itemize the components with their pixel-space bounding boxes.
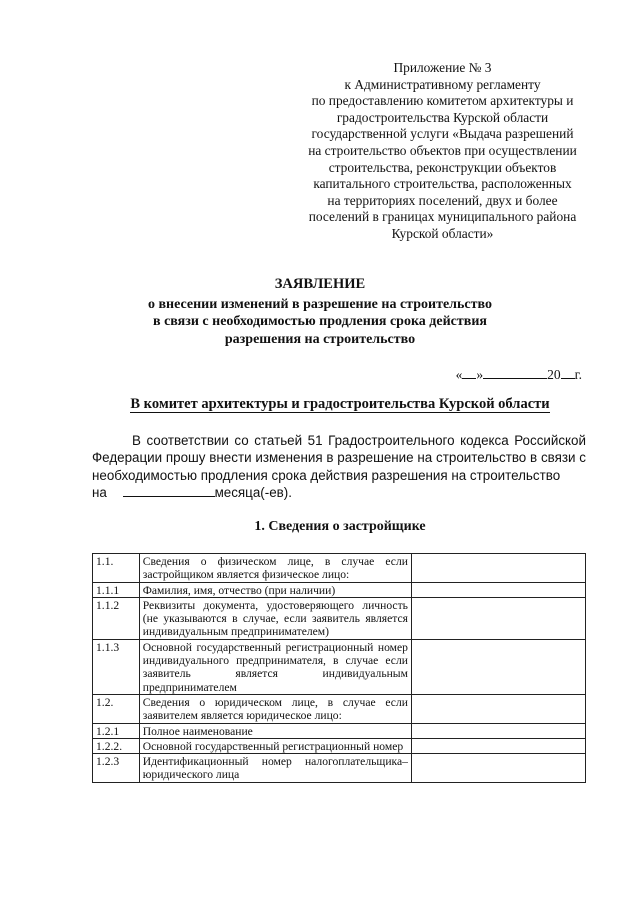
row-label: Сведения о юридическом лице, в случае если заявителем является юридическое лицо: — [139, 694, 411, 723]
appendix-header — [290, 60, 595, 243]
period-suffix: месяца(-ев). — [214, 484, 292, 500]
row-number: 1.2.3 — [93, 754, 140, 783]
addressee — [80, 396, 600, 413]
table-row — [93, 582, 586, 597]
row-label: Основной государственный регистрационный номер индивидуального предпринимателя, в случае если заявитель является индивидуальным предпринимателем — [139, 639, 411, 694]
appendix-line: по предоставлению комитетом архитектуры и — [311, 93, 574, 109]
year-prefix: 20 — [547, 367, 561, 382]
row-label: Полное наименование — [139, 723, 411, 738]
table-row — [93, 554, 586, 583]
addressee-text: В комитет архитектуры и градостроительства Курской области — [130, 396, 550, 412]
row-value-cell[interactable] — [411, 639, 585, 694]
row-number: 1.2. — [93, 694, 140, 723]
row-value-cell[interactable] — [411, 597, 585, 639]
date-open-quote: « — [455, 367, 463, 382]
year-blank[interactable] — [561, 366, 575, 379]
document-title — [70, 276, 570, 348]
section-title: 1. Сведения о застройщике — [254, 519, 426, 534]
title-main: ЗАЯВЛЕНИЕ — [274, 276, 366, 292]
month-blank[interactable] — [483, 366, 547, 379]
row-number: 1.2.2. — [93, 738, 140, 753]
period-prefix: на — [92, 484, 107, 500]
row-number: 1.1.1 — [93, 582, 140, 597]
body-paragraph: В соответствии со статьей 51 Градостроительного кодекса Российской Федерации прошу внести изменения в разрешение на строительство в связи с необходимостью продления срока действия разрешения на строительство — [92, 433, 586, 483]
row-number: 1.1.2 — [93, 597, 140, 639]
row-number: 1.2.1 — [93, 723, 140, 738]
table-row — [93, 723, 586, 738]
row-label: Основной государственный регистрационный номер — [139, 738, 411, 753]
row-label: Идентификационный номер налогоплательщика– юридического лица — [139, 754, 411, 783]
appendix-line: капитального строительства, расположенных — [313, 176, 572, 192]
row-label: Реквизиты документа, удостоверяющего личность (не указываются в случае, если заявитель является индивидуальным предпринимателем) — [139, 597, 411, 639]
table-row — [93, 738, 586, 753]
day-blank[interactable] — [462, 366, 476, 379]
appendix-line: к Административному регламенту — [344, 76, 541, 92]
table-row — [93, 639, 586, 694]
period-line — [92, 484, 586, 501]
appendix-line: на строительство объектов при осуществлении — [308, 142, 577, 158]
row-number: 1.1.3 — [93, 639, 140, 694]
appendix-line: поселений в границах муниципального района — [308, 209, 577, 225]
year-suffix: г. — [574, 367, 582, 382]
appendix-line: градостроительства Курской области — [336, 109, 549, 125]
row-value-cell[interactable] — [411, 754, 585, 783]
applicant-table — [92, 553, 586, 783]
date-close-quote: » — [476, 367, 484, 382]
row-value-cell[interactable] — [411, 738, 585, 753]
appendix-line: государственной услуги «Выдача разрешений — [311, 126, 574, 142]
title-subtitle: о внесении изменений в разрешение на строительство — [148, 296, 492, 312]
table-row — [93, 754, 586, 783]
row-number: 1.1. — [93, 554, 140, 583]
date-line — [456, 366, 582, 383]
row-value-cell[interactable] — [411, 582, 585, 597]
row-label: Сведения о физическом лице, в случае если застройщиком является физическое лицо: — [139, 554, 411, 583]
appendix-line: Курской области» — [391, 225, 494, 241]
table-row — [93, 597, 586, 639]
title-subtitle: разрешения на строительство — [224, 331, 416, 347]
months-blank[interactable] — [123, 484, 215, 497]
row-value-cell[interactable] — [411, 723, 585, 738]
application-body — [92, 432, 586, 501]
title-subtitle: в связи с необходимостью продления срока действия — [153, 314, 487, 329]
appendix-line: строительства, реконструкции объектов — [328, 159, 557, 175]
row-value-cell[interactable] — [411, 554, 585, 583]
appendix-line: Приложение № 3 — [393, 60, 492, 75]
appendix-line: на территориях поселений, двух и более — [327, 192, 558, 208]
row-value-cell[interactable] — [411, 694, 585, 723]
row-label: Фамилия, имя, отчество (при наличии) — [139, 582, 411, 597]
table-row — [93, 694, 586, 723]
